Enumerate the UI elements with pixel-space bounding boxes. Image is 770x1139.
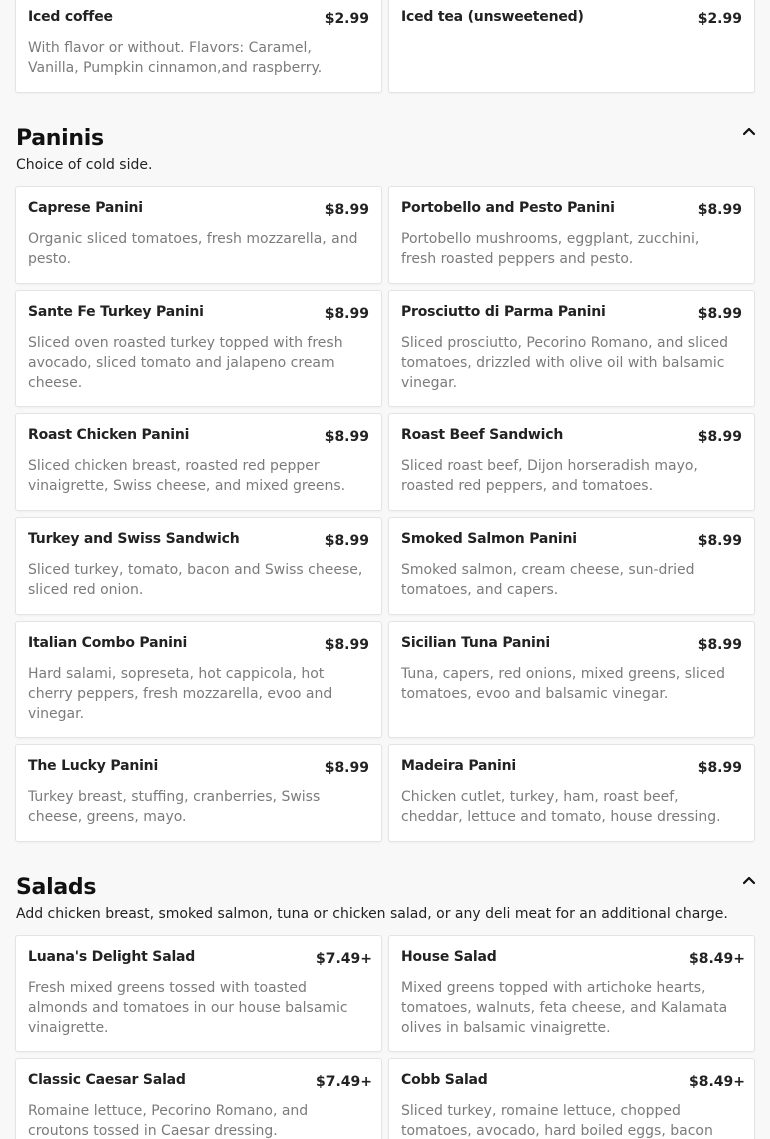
- item-description: Sliced roast beef, Dijon horseradish mayo, roasted red peppers, and tomatoes.: [401, 458, 698, 494]
- menu-item-card[interactable]: [388, 621, 755, 738]
- item-name: The Lucky Panini: [28, 758, 159, 774]
- item-price: $8.99: [697, 533, 742, 549]
- item-name: Madeira Panini: [401, 758, 516, 774]
- item-description: Sliced chicken breast, roasted red pepper vinaigrette, Swiss cheese, and mixed greens.: [28, 458, 346, 494]
- item-price: $8.99: [324, 760, 369, 776]
- chevron-up-icon[interactable]: [742, 125, 756, 137]
- item-price: $8.99: [324, 429, 369, 445]
- item-name: House Salad: [401, 949, 497, 965]
- menu-item-card[interactable]: [15, 1058, 382, 1139]
- menu-item-card[interactable]: [388, 290, 755, 407]
- item-description: Romaine lettuce, Pecorino Romano, and croutons tossed in Caesar dressing.: [28, 1103, 309, 1139]
- menu-item-card[interactable]: [15, 290, 382, 407]
- item-description: Hard salami, sopreseta, hot cappicola, hot cherry peppers, fresh mozzarella, evoo and vinegar.: [28, 666, 333, 722]
- item-name: Cobb Salad: [401, 1072, 488, 1088]
- item-name: Prosciutto di Parma Panini: [401, 304, 606, 320]
- menu-item-card[interactable]: [388, 413, 755, 511]
- item-name: Caprese Panini: [28, 200, 143, 216]
- menu-item-card[interactable]: [388, 744, 755, 842]
- item-description: Chicken cutlet, turkey, ham, roast beef, cheddar, lettuce and tomato, house dressing.: [401, 789, 721, 825]
- item-price: $8.99: [324, 202, 369, 218]
- item-description: Organic sliced tomatoes, fresh mozzarella, and pesto.: [28, 231, 358, 267]
- item-name: Roast Chicken Panini: [28, 427, 190, 443]
- item-name: Portobello and Pesto Panini: [401, 200, 615, 216]
- item-name: Iced coffee: [28, 9, 113, 25]
- item-description: With flavor or without. Flavors: Caramel, Vanilla, Pumpkin cinnamon,and raspberry.: [28, 40, 323, 76]
- menu-item-card[interactable]: [388, 0, 755, 93]
- menu-item-card[interactable]: [15, 744, 382, 842]
- item-price: $7.49+: [315, 1074, 372, 1090]
- item-name: Smoked Salmon Panini: [401, 531, 577, 547]
- chevron-up-icon[interactable]: [742, 874, 756, 886]
- item-name: Turkey and Swiss Sandwich: [28, 531, 240, 547]
- menu-item-card[interactable]: [388, 517, 755, 615]
- item-name: Italian Combo Panini: [28, 635, 188, 651]
- item-description: Turkey breast, stuffing, cranberries, Swiss cheese, greens, mayo.: [28, 789, 321, 825]
- menu-item-card[interactable]: [388, 186, 755, 284]
- menu-item-card[interactable]: [388, 935, 755, 1052]
- item-price: $8.99: [324, 533, 369, 549]
- item-price: $8.49+: [688, 1074, 745, 1090]
- item-price: $2.99: [324, 11, 369, 27]
- section-subtitle-paninis: Choice of cold side.: [16, 157, 153, 173]
- item-price: $8.99: [697, 306, 742, 322]
- item-name: Roast Beef Sandwich: [401, 427, 564, 443]
- item-price: $8.99: [324, 306, 369, 322]
- item-description: Sliced turkey, tomato, bacon and Swiss cheese, sliced red onion.: [28, 562, 363, 598]
- section-title-salads: Salads: [16, 875, 97, 900]
- menu-item-card[interactable]: [15, 186, 382, 284]
- item-name: Classic Caesar Salad: [28, 1072, 186, 1088]
- menu-item-card[interactable]: [15, 517, 382, 615]
- item-name: Sante Fe Turkey Panini: [28, 304, 204, 320]
- menu-item-card[interactable]: [15, 0, 382, 93]
- item-description: Portobello mushrooms, eggplant, zucchini, fresh roasted peppers and pesto.: [401, 231, 700, 267]
- item-price: $8.99: [697, 637, 742, 653]
- item-name: Luana's Delight Salad: [28, 949, 196, 965]
- item-price: $8.99: [697, 760, 742, 776]
- item-description: Sliced prosciutto, Pecorino Romano, and sliced tomatoes, drizzled with olive oil with balsamic vinegar.: [401, 335, 729, 391]
- menu-item-card[interactable]: [15, 935, 382, 1052]
- section-subtitle-salads: Add chicken breast, smoked salmon, tuna or chicken salad, or any deli meat for an additional charge.: [16, 906, 728, 922]
- item-description: Smoked salmon, cream cheese, sun-dried tomatoes, and capers.: [401, 562, 695, 598]
- menu-item-card[interactable]: [15, 621, 382, 738]
- item-price: $8.99: [324, 637, 369, 653]
- item-price: $8.99: [697, 202, 742, 218]
- item-description: Sliced oven roasted turkey topped with fresh avocado, sliced tomato and jalapeno cream cheese.: [28, 335, 343, 391]
- item-price: $7.49+: [315, 951, 372, 967]
- item-description: Tuna, capers, red onions, mixed greens, sliced tomatoes, evoo and balsamic vinegar.: [401, 666, 725, 702]
- menu-item-card[interactable]: [15, 413, 382, 511]
- menu-item-card[interactable]: [388, 1058, 755, 1139]
- item-price: $8.99: [697, 429, 742, 445]
- item-price: $2.99: [697, 11, 742, 27]
- item-description: Sliced turkey, romaine lettuce, chopped tomatoes, avocado, hard boiled eggs, bacon: [401, 1103, 713, 1139]
- item-price: $8.49+: [688, 951, 745, 967]
- item-description: Mixed greens topped with artichoke hearts, tomatoes, walnuts, feta cheese, and Kalamata olives in balsamic vinaigrette.: [401, 980, 728, 1036]
- item-description: Fresh mixed greens tossed with toasted almonds and tomatoes in our house balsamic vinaigrette.: [28, 980, 348, 1036]
- section-title-paninis: Paninis: [16, 126, 104, 151]
- item-name: Sicilian Tuna Panini: [401, 635, 550, 651]
- item-name: Iced tea (unsweetened): [401, 9, 584, 25]
